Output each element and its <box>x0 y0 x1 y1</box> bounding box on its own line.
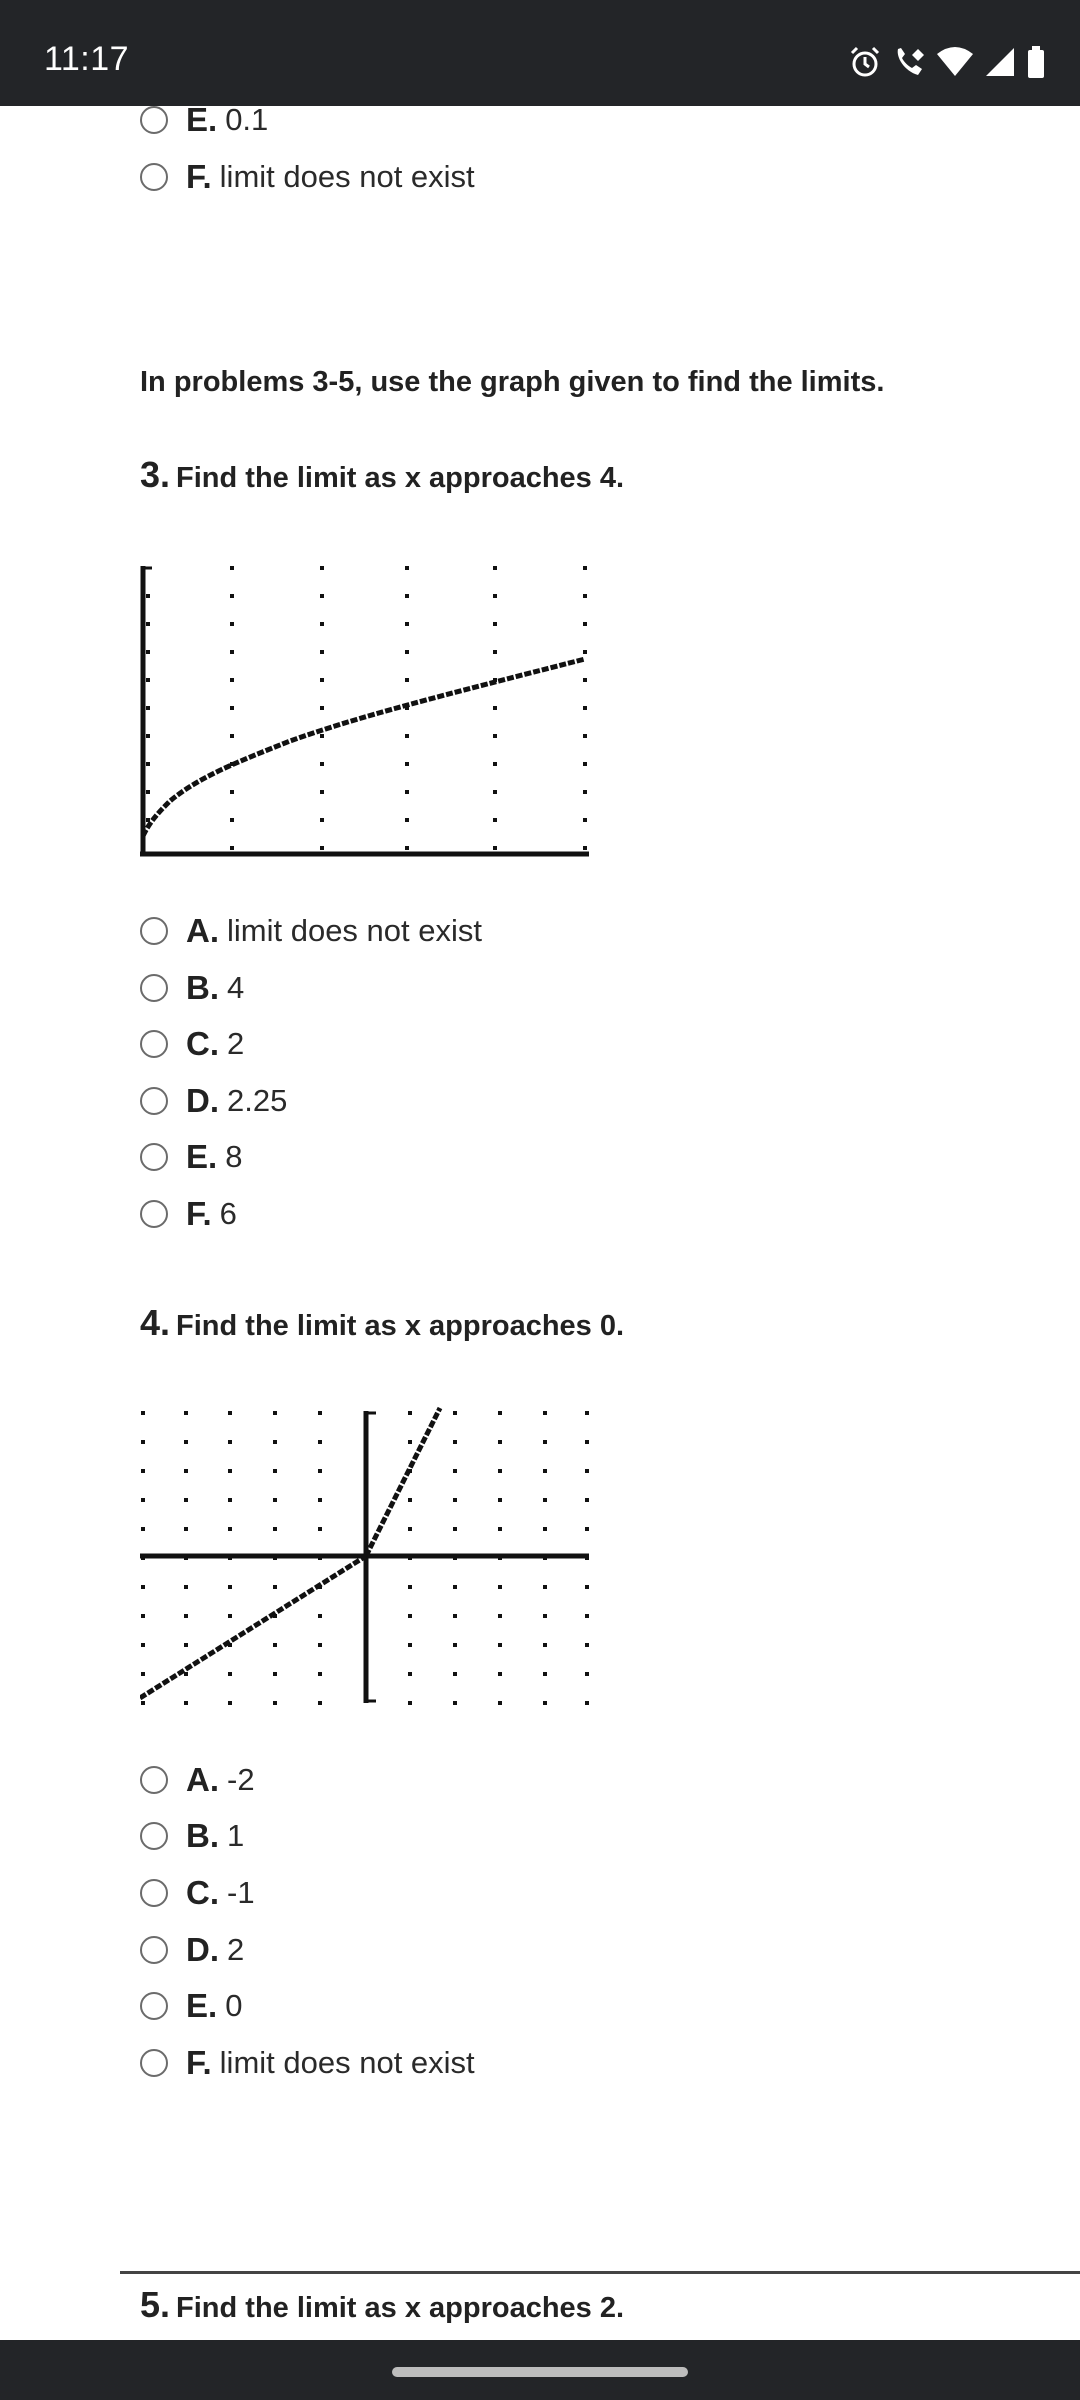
grid-dot <box>543 1527 547 1531</box>
radio-button[interactable] <box>140 2049 168 2077</box>
q3-option-f[interactable]: F. 6 <box>140 1190 237 1238</box>
q4-option-d[interactable]: D. 2 <box>140 1926 244 1974</box>
grid-dot <box>146 650 150 654</box>
grid-dot <box>230 790 234 794</box>
grid-dot <box>146 706 150 710</box>
grid-dot <box>583 734 587 738</box>
radio-button[interactable] <box>140 1766 168 1794</box>
grid-dot <box>318 1527 322 1531</box>
grid-dot <box>141 1701 145 1705</box>
grid-dot <box>141 1411 145 1415</box>
grid-dot <box>320 790 324 794</box>
question-5-prompt: 5. Find the limit as x approaches 2. <box>140 2284 625 2325</box>
grid-dot <box>184 1469 188 1473</box>
grid-dot <box>585 1440 589 1444</box>
q4-option-e[interactable]: E. 0 <box>140 1982 242 2030</box>
grid-dot <box>273 1585 277 1589</box>
grid-dot <box>585 1585 589 1589</box>
grid-dot <box>405 846 409 850</box>
grid-dot <box>141 1440 145 1444</box>
grid-dot <box>318 1411 322 1415</box>
grid-dot <box>453 1672 457 1676</box>
grid-dot <box>230 566 234 570</box>
grid-dot <box>405 566 409 570</box>
grid-dot <box>498 1440 502 1444</box>
grid-dot <box>230 678 234 682</box>
grid-dot <box>184 1643 188 1647</box>
q4-option-f[interactable]: F. limit does not exist <box>140 2039 475 2087</box>
grid-dot <box>184 1440 188 1444</box>
grid-dot <box>273 1411 277 1415</box>
radio-button[interactable] <box>140 1879 168 1907</box>
signal-icon <box>984 46 1016 78</box>
grid-dot <box>583 566 587 570</box>
grid-dot <box>320 566 324 570</box>
radio-button[interactable] <box>140 1992 168 2020</box>
grid-dot <box>583 846 587 850</box>
grid-dot <box>493 818 497 822</box>
grid-dot <box>141 1585 145 1589</box>
grid-dot <box>493 706 497 710</box>
status-bar <box>0 0 1080 106</box>
grid-dot <box>230 818 234 822</box>
radio-button[interactable] <box>140 163 168 191</box>
grid-dot <box>228 1672 232 1676</box>
grid-dot <box>230 650 234 654</box>
radio-button[interactable] <box>140 1143 168 1171</box>
q4-option-b[interactable]: B. 1 <box>140 1812 244 1860</box>
grid-dot <box>230 846 234 850</box>
q2-option-e[interactable]: E. 0.1 <box>140 106 268 144</box>
grid-dot <box>583 650 587 654</box>
function-curve <box>143 659 585 836</box>
grid-dot <box>141 1498 145 1502</box>
battery-icon <box>1026 45 1046 79</box>
grid-dot <box>184 1527 188 1531</box>
wifi-calling-icon <box>892 45 926 79</box>
grid-dot <box>543 1440 547 1444</box>
grid-dot <box>543 1672 547 1676</box>
grid-dot <box>585 1498 589 1502</box>
q3-option-c[interactable]: C. 2 <box>140 1020 244 1068</box>
grid-dot <box>273 1527 277 1531</box>
grid-dot <box>453 1643 457 1647</box>
grid-dot <box>585 1527 589 1531</box>
radio-button[interactable] <box>140 1200 168 1228</box>
grid-dot <box>141 1643 145 1647</box>
grid-dot <box>585 1643 589 1647</box>
grid-dot <box>228 1498 232 1502</box>
grid-dot <box>405 594 409 598</box>
grid-dot <box>543 1585 547 1589</box>
grid-dot <box>228 1411 232 1415</box>
grid-dot <box>498 1614 502 1618</box>
grid-dot <box>493 734 497 738</box>
grid-dots <box>146 566 587 850</box>
grid-dot <box>318 1498 322 1502</box>
radio-button[interactable] <box>140 917 168 945</box>
grid-dot <box>318 1701 322 1705</box>
grid-dot <box>453 1701 457 1705</box>
grid-dot <box>493 846 497 850</box>
grid-dot <box>146 622 150 626</box>
grid-dot <box>320 594 324 598</box>
grid-dot <box>493 566 497 570</box>
grid-dot <box>453 1469 457 1473</box>
grid-dot <box>453 1527 457 1531</box>
question-3-prompt: 3. Find the limit as x approaches 4. <box>140 454 625 495</box>
grid-dot <box>498 1527 502 1531</box>
grid-dot <box>228 1440 232 1444</box>
grid-dot <box>408 1585 412 1589</box>
grid-dot <box>146 594 150 598</box>
grid-dot <box>141 1614 145 1618</box>
grid-dot <box>453 1498 457 1502</box>
right-branch-line <box>366 1408 440 1556</box>
grid-dot <box>543 1469 547 1473</box>
grid-dot <box>228 1585 232 1589</box>
grid-dot <box>318 1672 322 1676</box>
grid-dot <box>273 1643 277 1647</box>
grid-dot <box>405 818 409 822</box>
grid-dot <box>493 594 497 598</box>
q3-option-b[interactable]: B. 4 <box>140 964 244 1012</box>
grid-dot <box>543 1614 547 1618</box>
grid-dot <box>498 1585 502 1589</box>
grid-dot <box>493 790 497 794</box>
question-4-graph <box>140 1403 590 1713</box>
grid-dot <box>498 1469 502 1473</box>
grid-dot <box>498 1643 502 1647</box>
grid-dot <box>273 1498 277 1502</box>
grid-dot <box>408 1614 412 1618</box>
grid-dot <box>141 1672 145 1676</box>
grid-dot <box>184 1614 188 1618</box>
grid-dot <box>408 1672 412 1676</box>
question-divider <box>120 2271 1080 2274</box>
grid-dot <box>583 762 587 766</box>
left-branch-line <box>140 1556 366 1698</box>
grid-dot <box>146 734 150 738</box>
grid-dot <box>320 762 324 766</box>
grid-dot <box>583 818 587 822</box>
grid-dot <box>408 1411 412 1415</box>
question-4-prompt: 4. Find the limit as x approaches 0. <box>140 1302 625 1343</box>
grid-dot <box>583 678 587 682</box>
grid-dot <box>583 622 587 626</box>
grid-dot <box>543 1701 547 1705</box>
quiz-content <box>0 106 1080 2340</box>
grid-dot <box>453 1585 457 1589</box>
grid-dot <box>320 706 324 710</box>
grid-dot <box>146 762 150 766</box>
grid-dot <box>228 1701 232 1705</box>
grid-dot <box>230 734 234 738</box>
grid-dot <box>318 1469 322 1473</box>
grid-dot <box>498 1411 502 1415</box>
grid-dot <box>498 1498 502 1502</box>
q4-option-a[interactable]: A. -2 <box>140 1756 255 1804</box>
wifi-icon <box>936 46 974 78</box>
alarm-icon <box>848 45 882 79</box>
grid-dot <box>585 1469 589 1473</box>
grid-dot <box>585 1411 589 1415</box>
grid-dot <box>273 1672 277 1676</box>
grid-dot <box>405 622 409 626</box>
grid-dot <box>318 1614 322 1618</box>
grid-dot <box>583 594 587 598</box>
grid-dot <box>453 1411 457 1415</box>
grid-dot <box>273 1469 277 1473</box>
grid-dot <box>273 1440 277 1444</box>
grid-dot <box>493 650 497 654</box>
grid-dot <box>405 762 409 766</box>
grid-dot <box>583 706 587 710</box>
grid-dot <box>318 1440 322 1444</box>
grid-dot <box>408 1498 412 1502</box>
grid-dot <box>405 678 409 682</box>
grid-dot <box>320 734 324 738</box>
radio-button[interactable] <box>140 1087 168 1115</box>
grid-dot <box>184 1701 188 1705</box>
grid-dot <box>230 706 234 710</box>
grid-dot <box>320 650 324 654</box>
grid-dot <box>585 1614 589 1618</box>
grid-dot <box>408 1643 412 1647</box>
q3-option-e[interactable]: E. 8 <box>140 1133 242 1181</box>
grid-dot <box>320 678 324 682</box>
grid-dot <box>318 1643 322 1647</box>
grid-dot <box>228 1527 232 1531</box>
grid-dot <box>543 1643 547 1647</box>
home-gesture-handle[interactable] <box>392 2367 688 2377</box>
grid-dot <box>184 1411 188 1415</box>
grid-dot <box>408 1527 412 1531</box>
grid-dot <box>184 1585 188 1589</box>
grid-dot <box>408 1701 412 1705</box>
radio-button[interactable] <box>140 1822 168 1850</box>
grid-dot <box>585 1672 589 1676</box>
question-3-graph <box>140 556 590 866</box>
q3-option-d[interactable]: D. 2.25 <box>140 1077 287 1125</box>
grid-dot <box>543 1498 547 1502</box>
grid-dot <box>320 622 324 626</box>
grid-dot <box>405 650 409 654</box>
q2-option-f[interactable]: F. limit does not exist <box>140 153 475 201</box>
grid-dot <box>273 1701 277 1705</box>
radio-button[interactable] <box>140 1936 168 1964</box>
q3-option-a[interactable]: A. limit does not exist <box>140 907 482 955</box>
grid-dot <box>146 790 150 794</box>
grid-dot <box>141 1527 145 1531</box>
status-icons <box>848 42 1046 82</box>
grid-dot <box>230 622 234 626</box>
grid-dot <box>585 1701 589 1705</box>
grid-dot <box>228 1614 232 1618</box>
grid-dot <box>405 790 409 794</box>
status-time: 11:17 <box>44 40 130 78</box>
grid-dot <box>453 1614 457 1618</box>
radio-button[interactable] <box>140 974 168 1002</box>
grid-dot <box>146 678 150 682</box>
section-instructions: In problems 3-5, use the graph given to find the limits. <box>140 366 885 398</box>
grid-dot <box>230 594 234 598</box>
grid-dot <box>184 1498 188 1502</box>
radio-button[interactable] <box>140 106 168 134</box>
grid-dot <box>498 1672 502 1676</box>
grid-dot <box>493 622 497 626</box>
navigation-bar <box>0 2340 1080 2400</box>
grid-dot <box>405 734 409 738</box>
grid-dot <box>498 1701 502 1705</box>
q4-option-c[interactable]: C. -1 <box>140 1869 255 1917</box>
grid-dot <box>493 762 497 766</box>
grid-dot <box>228 1469 232 1473</box>
grid-dot <box>141 1469 145 1473</box>
grid-dot <box>543 1411 547 1415</box>
grid-dot <box>320 818 324 822</box>
grid-dot <box>408 1440 412 1444</box>
radio-button[interactable] <box>140 1030 168 1058</box>
grid-dot <box>583 790 587 794</box>
grid-dot <box>453 1440 457 1444</box>
grid-dot <box>320 846 324 850</box>
